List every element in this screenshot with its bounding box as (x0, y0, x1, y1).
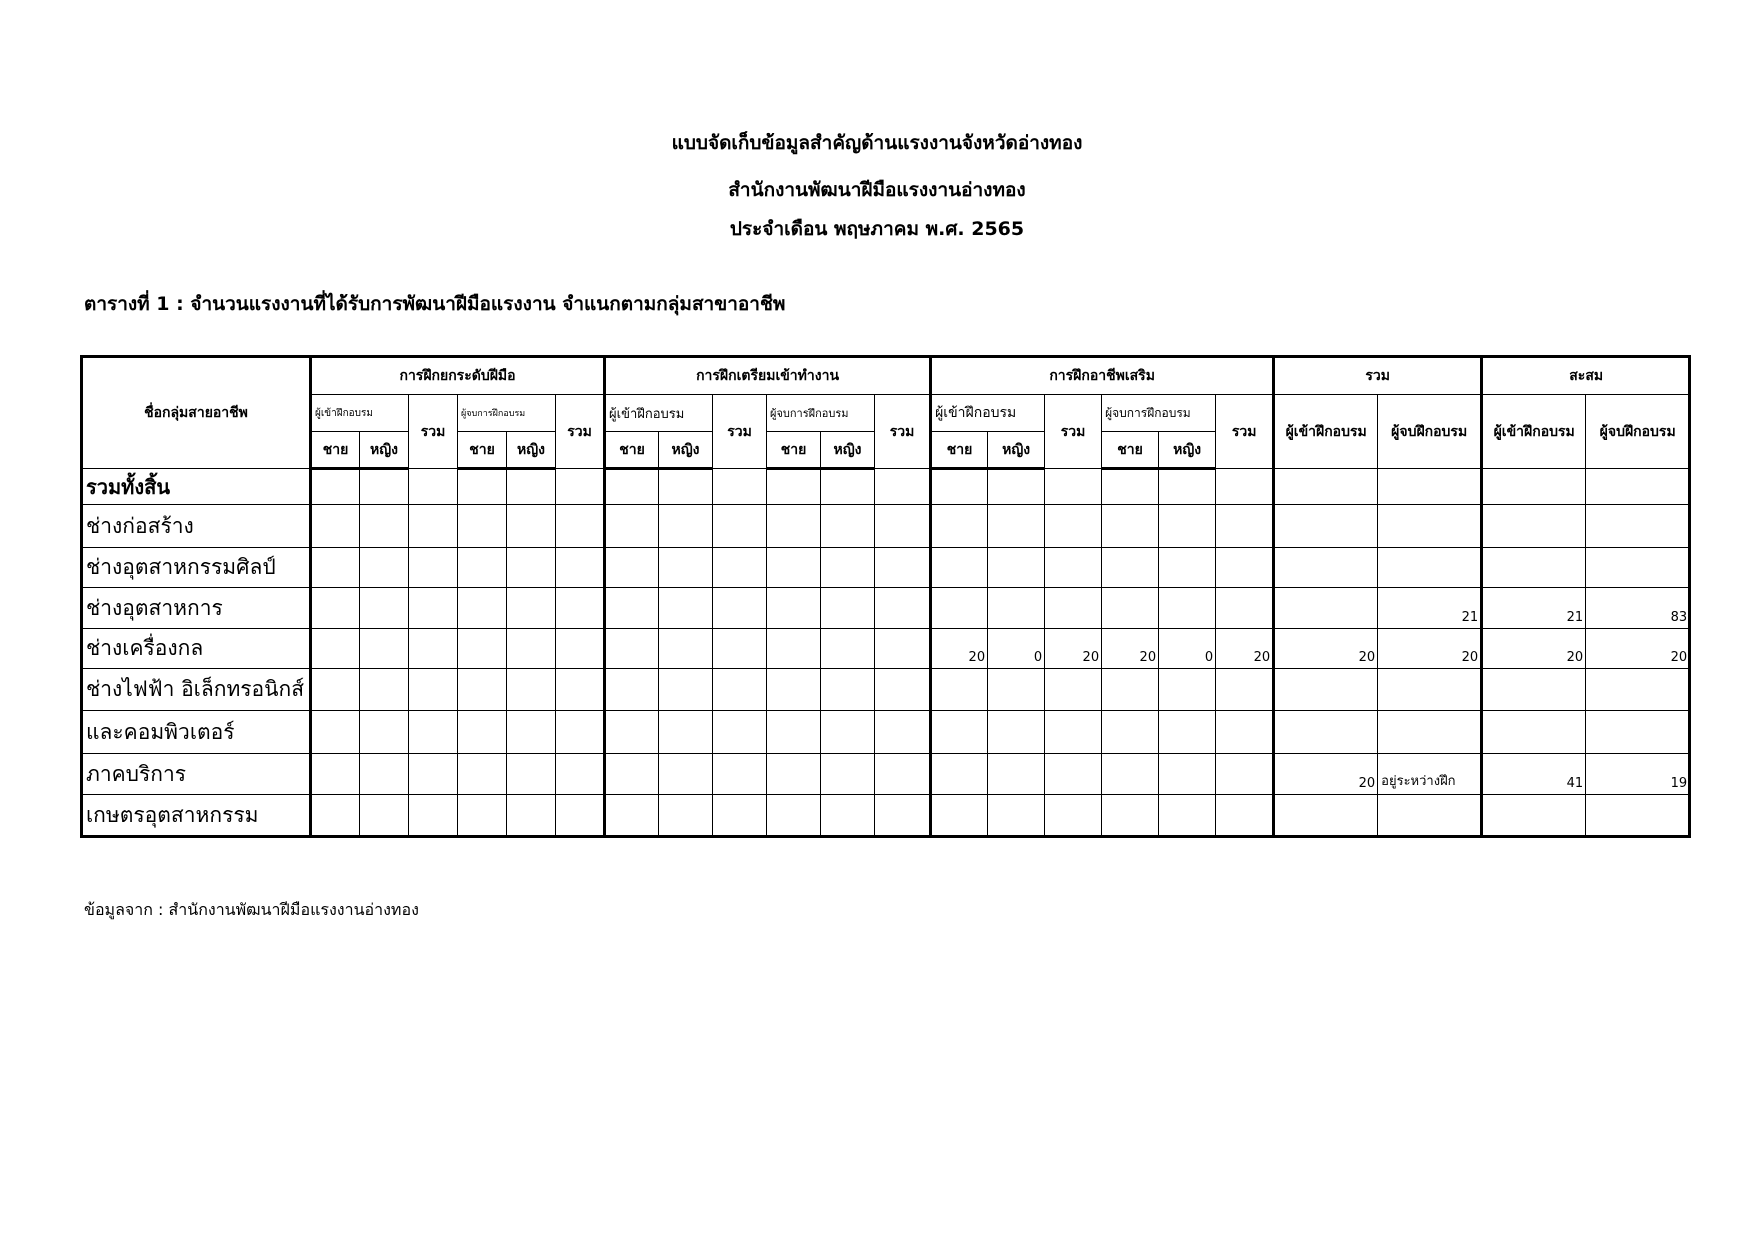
table-row (82, 754, 1690, 795)
table-cell (875, 795, 931, 837)
table-cell (507, 629, 556, 669)
table-cell (767, 505, 821, 548)
table-cell (1482, 505, 1586, 548)
table-cell (1378, 469, 1482, 505)
table-cell (659, 669, 713, 711)
table-cell: 20 (1045, 629, 1102, 669)
table-cell (556, 669, 605, 711)
table-cell (875, 505, 931, 548)
table-cell (1102, 588, 1159, 629)
table-cell: 20 (1482, 629, 1586, 669)
source-note: ข้อมูลจาก : สำนักงานพัฒนาฝีมือแรงงานอ่างทอง (84, 900, 419, 919)
row-label: ช่างอุตสาหกรรมศิลป์ (82, 548, 311, 588)
table-cell (556, 548, 605, 588)
table-cell (713, 711, 767, 754)
table-cell (556, 629, 605, 669)
table-cell (1159, 548, 1216, 588)
table-cell (1045, 711, 1102, 754)
table-cell (360, 711, 409, 754)
table-cell (931, 754, 988, 795)
table-cell (1274, 505, 1378, 548)
table-cell: 21 (1378, 588, 1482, 629)
row-label: ภาคบริการ (82, 754, 311, 795)
table-cell (821, 711, 875, 754)
sub-header-male: ชาย (767, 432, 821, 469)
table-cell (1102, 505, 1159, 548)
table-cell (1274, 669, 1378, 711)
sub-header-male: ชาย (1102, 432, 1159, 469)
table-cell (931, 711, 988, 754)
table-cell (659, 754, 713, 795)
table-cell (1159, 754, 1216, 795)
table-row (82, 469, 1690, 505)
sub-header-female: หญิง (988, 432, 1045, 469)
table-cell (556, 588, 605, 629)
row-label: เกษตรอุตสาหกรรม (82, 795, 311, 837)
table-cell (988, 505, 1045, 548)
table-cell (1102, 469, 1159, 505)
table-cell (767, 711, 821, 754)
row-label: ช่างไฟฟ้า อิเล็กทรอนิกส์ (82, 669, 311, 711)
table-cell (821, 548, 875, 588)
table-cell (713, 548, 767, 588)
table-cell (1586, 548, 1690, 588)
table-cell (507, 754, 556, 795)
row-label: และคอมพิวเตอร์ (82, 711, 311, 754)
table-cell: 0 (1159, 629, 1216, 669)
table-cell (875, 754, 931, 795)
table-cell (1482, 548, 1586, 588)
table-cell (821, 588, 875, 629)
sub-header-sum: รวม (713, 395, 767, 469)
table-cell (988, 795, 1045, 837)
table-cell (767, 469, 821, 505)
sub-header-enrolled: ผู้เข้าฝึกอบรม (931, 395, 1045, 432)
table-cell (821, 629, 875, 669)
table-cell (821, 669, 875, 711)
table-cell (311, 469, 360, 505)
table-cell: 20 (1216, 629, 1274, 669)
table-cell: 20 (931, 629, 988, 669)
table-cell (1045, 548, 1102, 588)
table-cell (311, 629, 360, 669)
table-cell (821, 505, 875, 548)
table-cell (931, 505, 988, 548)
col-header-occupation-group: ชื่อกลุ่มสายอาชีพ (82, 357, 311, 469)
table-cell: 20 (1378, 629, 1482, 669)
table-cell (1482, 711, 1586, 754)
sub-header-sum: รวม (875, 395, 931, 469)
table-cell (1216, 505, 1274, 548)
table-cell (360, 669, 409, 711)
table-cell (1102, 669, 1159, 711)
table-cell (1216, 469, 1274, 505)
table-cell (1274, 469, 1378, 505)
table-cell (311, 669, 360, 711)
table-cell (507, 505, 556, 548)
table-cell (605, 469, 659, 505)
table-cell (360, 629, 409, 669)
table-cell (1102, 548, 1159, 588)
table-cell: อยู่ระหว่างฝึก (1378, 754, 1482, 795)
table-cell (1045, 469, 1102, 505)
table-cell (659, 469, 713, 505)
sub-header-male: ชาย (311, 432, 360, 469)
table-cell (1378, 795, 1482, 837)
row-label: รวมทั้งสิ้น (82, 469, 311, 505)
table-cell (360, 795, 409, 837)
report-office: สำนักงานพัฒนาฝีมือแรงงานอ่างทอง (728, 179, 1026, 201)
table-cell (713, 754, 767, 795)
table-cell (659, 588, 713, 629)
table-cell (713, 629, 767, 669)
table-cell (767, 629, 821, 669)
table-cell (605, 754, 659, 795)
table-cell (988, 711, 1045, 754)
table-cell (659, 548, 713, 588)
table-row (82, 505, 1690, 548)
table-cell (713, 669, 767, 711)
group-header-skill-upgrade: การฝึกยกระดับฝีมือ (311, 357, 605, 395)
table-cell (1216, 795, 1274, 837)
total-header-enrolled: ผู้เข้าฝึกอบรม (1274, 395, 1378, 469)
sub-header-sum: รวม (556, 395, 605, 469)
table-cell (875, 588, 931, 629)
table-cell: 0 (988, 629, 1045, 669)
table-cell (458, 469, 507, 505)
table-cell (1482, 469, 1586, 505)
table-cell (458, 505, 507, 548)
table-cell (1102, 795, 1159, 837)
table-cell (507, 669, 556, 711)
table-cell (713, 469, 767, 505)
table-cell (1378, 505, 1482, 548)
table-cell (821, 469, 875, 505)
sub-header-female: หญิง (1159, 432, 1216, 469)
table-cell (556, 505, 605, 548)
table-cell (713, 588, 767, 629)
table-cell (1216, 669, 1274, 711)
table-cell (458, 548, 507, 588)
table-cell (1586, 469, 1690, 505)
table-cell (458, 588, 507, 629)
table-cell (988, 754, 1045, 795)
group-header-cumulative: สะสม (1482, 357, 1690, 395)
table-cell (507, 795, 556, 837)
table-cell: 21 (1482, 588, 1586, 629)
sub-header-sum: รวม (1045, 395, 1102, 469)
table-cell (1274, 548, 1378, 588)
sub-header-female: หญิง (821, 432, 875, 469)
table-cell (1216, 711, 1274, 754)
group-header-total: รวม (1274, 357, 1482, 395)
sub-header-female: หญิง (659, 432, 713, 469)
row-label: ช่างเครื่องกล (82, 629, 311, 669)
table-caption: ตารางที่ 1 : จำนวนแรงงานที่ได้รับการพัฒนาฝีมือแรงงาน จำแนกตามกลุ่มสาขาอาชีพ (84, 293, 786, 315)
table-cell (1274, 711, 1378, 754)
table-cell (713, 505, 767, 548)
table-cell (458, 795, 507, 837)
table-cell (988, 588, 1045, 629)
table-cell (605, 669, 659, 711)
table-cell (409, 629, 458, 669)
table-cell (605, 548, 659, 588)
table-cell (311, 505, 360, 548)
table-row (82, 548, 1690, 588)
table-cell: 20 (1102, 629, 1159, 669)
table-cell (767, 548, 821, 588)
table-cell (1586, 669, 1690, 711)
table-cell (556, 711, 605, 754)
table-cell (1378, 711, 1482, 754)
table-cell (458, 669, 507, 711)
table-cell (1378, 548, 1482, 588)
sub-header-sum: รวม (1216, 395, 1274, 469)
table-cell (931, 548, 988, 588)
table-cell (767, 588, 821, 629)
table-cell (767, 754, 821, 795)
table-cell (875, 711, 931, 754)
table-cell (458, 711, 507, 754)
sub-header-graduated: ผู้จบการฝึกอบรม (458, 395, 556, 432)
table-cell (931, 669, 988, 711)
table-cell (931, 795, 988, 837)
table-cell (311, 588, 360, 629)
sub-header-sum: รวม (409, 395, 458, 469)
table-cell (360, 469, 409, 505)
report-title: แบบจัดเก็บข้อมูลสำคัญด้านแรงงานจังหวัดอ่างทอง (671, 132, 1083, 154)
table-cell (360, 754, 409, 795)
table-cell (507, 548, 556, 588)
table-cell (1216, 754, 1274, 795)
table-cell (311, 548, 360, 588)
table-cell (875, 548, 931, 588)
sub-header-enrolled: ผู้เข้าฝึกอบรม (605, 395, 713, 432)
table-cell (1482, 795, 1586, 837)
table-cell (1274, 588, 1378, 629)
sub-header-graduated: ผู้จบการฝึกอบรม (1102, 395, 1216, 432)
table-cell (988, 669, 1045, 711)
table-cell (1216, 588, 1274, 629)
table-cell (1586, 795, 1690, 837)
table-cell (409, 669, 458, 711)
group-header-pre-employment: การฝึกเตรียมเข้าทำงาน (605, 357, 931, 395)
table-cell (507, 588, 556, 629)
table-cell (409, 469, 458, 505)
sub-header-female: หญิง (507, 432, 556, 469)
table-cell: 20 (1274, 754, 1378, 795)
table-row (82, 711, 1690, 754)
table-cell (507, 469, 556, 505)
table-cell (659, 629, 713, 669)
table-cell (311, 711, 360, 754)
table-cell (507, 711, 556, 754)
table-cell (931, 469, 988, 505)
table-cell (1159, 469, 1216, 505)
sub-header-male: ชาย (931, 432, 988, 469)
table-cell (875, 669, 931, 711)
sub-header-male: ชาย (458, 432, 507, 469)
table-cell (1045, 505, 1102, 548)
table-cell (1482, 669, 1586, 711)
table-cell (360, 548, 409, 588)
group-header-supplementary: การฝึกอาชีพเสริม (931, 357, 1274, 395)
table-cell (1274, 795, 1378, 837)
table-cell (1216, 548, 1274, 588)
report-period: ประจำเดือน พฤษภาคม พ.ศ. 2565 (729, 218, 1025, 240)
table-row (82, 588, 1690, 629)
sub-header-graduated: ผู้จบการฝึกอบรม (767, 395, 875, 432)
table-cell (1159, 588, 1216, 629)
table-cell (605, 711, 659, 754)
table-cell (605, 588, 659, 629)
table-cell (360, 588, 409, 629)
table-cell (556, 754, 605, 795)
table-cell (409, 754, 458, 795)
table-cell (1102, 754, 1159, 795)
table-cell (311, 795, 360, 837)
table-cell (713, 795, 767, 837)
table-cell (1159, 711, 1216, 754)
cumulative-header-enrolled: ผู้เข้าฝึกอบรม (1482, 395, 1586, 469)
total-header-graduated: ผู้จบฝึกอบรม (1378, 395, 1482, 469)
table-cell (1045, 588, 1102, 629)
table-cell (875, 469, 931, 505)
table-cell (409, 795, 458, 837)
cumulative-header-graduated: ผู้จบฝึกอบรม (1586, 395, 1690, 469)
table-cell (605, 505, 659, 548)
table-cell (605, 795, 659, 837)
table-cell (659, 795, 713, 837)
table-cell (1045, 754, 1102, 795)
table-cell: 83 (1586, 588, 1690, 629)
table-row (82, 629, 1690, 669)
table-cell (409, 505, 458, 548)
table-body (82, 469, 1690, 837)
table-cell (988, 469, 1045, 505)
table-cell (1159, 795, 1216, 837)
table-cell: 41 (1482, 754, 1586, 795)
table-cell (409, 588, 458, 629)
table-cell (875, 629, 931, 669)
table-cell (311, 754, 360, 795)
table-cell (1045, 669, 1102, 711)
sub-header-female: หญิง (360, 432, 409, 469)
table-cell (767, 669, 821, 711)
table-cell (409, 548, 458, 588)
sub-header-enrolled: ผู้เข้าฝึกอบรม (311, 395, 409, 432)
sub-header-male: ชาย (605, 432, 659, 469)
table-cell (1159, 505, 1216, 548)
table-cell (458, 754, 507, 795)
table-cell (659, 505, 713, 548)
table-cell (360, 505, 409, 548)
table-cell (1586, 711, 1690, 754)
table-cell (821, 754, 875, 795)
table-cell (458, 629, 507, 669)
table-cell (409, 711, 458, 754)
table-cell (556, 469, 605, 505)
table-cell: 20 (1586, 629, 1690, 669)
table-cell (988, 548, 1045, 588)
table-cell: 19 (1586, 754, 1690, 795)
table-row (82, 669, 1690, 711)
table-row (82, 795, 1690, 837)
table-cell (931, 588, 988, 629)
table-cell (1159, 669, 1216, 711)
table-cell (605, 629, 659, 669)
table-cell: 20 (1274, 629, 1378, 669)
table-cell (1586, 505, 1690, 548)
table-cell (659, 711, 713, 754)
table-cell (1045, 795, 1102, 837)
table-cell (767, 795, 821, 837)
labor-training-table (80, 355, 1691, 838)
table-cell (556, 795, 605, 837)
table-cell (1102, 711, 1159, 754)
table-cell (1378, 669, 1482, 711)
row-label: ช่างอุตสาหการ (82, 588, 311, 629)
row-label: ช่างก่อสร้าง (82, 505, 311, 548)
table-cell (821, 795, 875, 837)
